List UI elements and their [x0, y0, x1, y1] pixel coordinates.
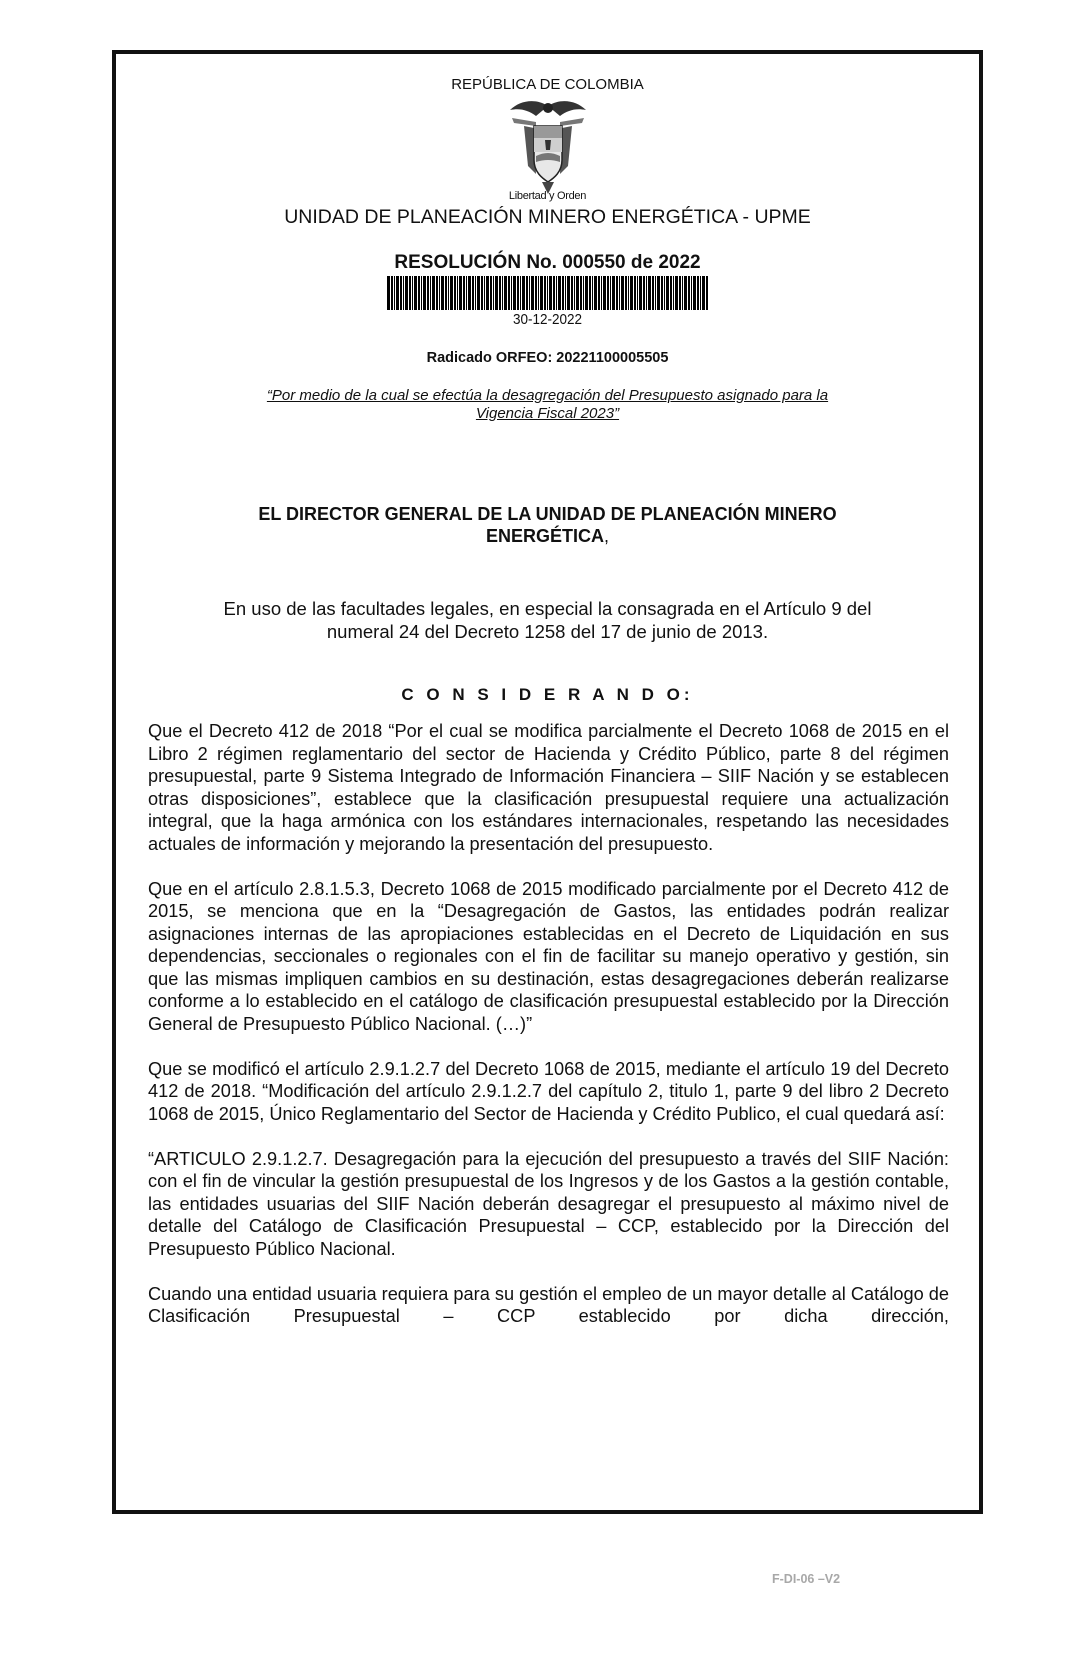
barcode-bar	[657, 276, 660, 310]
barcode	[387, 276, 709, 310]
barcode-bar	[679, 276, 681, 310]
entity-name: UNIDAD DE PLANEACIÓN MINERO ENERGÉTICA - UPME	[284, 206, 811, 228]
barcode-bar	[477, 276, 480, 310]
barcode-bar	[441, 276, 444, 310]
subject-line-1: “Por medio de la cual se efectúa la desagregación del Presupuesto asignado para la	[266, 387, 829, 404]
barcode-bar	[558, 276, 561, 310]
barcode-bar	[598, 276, 600, 310]
barcode-bar	[445, 276, 447, 310]
barcode-bar	[628, 276, 629, 310]
barcode-bar	[517, 276, 519, 310]
barcode-bar	[412, 276, 413, 310]
barcode-bar	[529, 276, 530, 310]
barcode-bar	[648, 276, 651, 310]
barcode-bar	[463, 276, 465, 310]
barcode-bar	[457, 276, 458, 310]
barcode-bar	[639, 276, 642, 310]
barcode-bar	[574, 276, 575, 310]
barcode-date: 30-12-2022	[512, 311, 583, 328]
barcode-bar	[700, 276, 701, 310]
barcode-bar	[643, 276, 645, 310]
barcode-bar	[544, 276, 546, 310]
barcode-bar	[508, 276, 510, 310]
barcode-bar	[502, 276, 503, 310]
barcode-bar	[652, 276, 654, 310]
barcode-bar	[625, 276, 627, 310]
barcode-bar	[423, 276, 426, 310]
resolution-title: RESOLUCIÓN No. 000550 de 2022	[394, 252, 701, 273]
barcode-bar	[484, 276, 485, 310]
coat-of-arms-icon	[506, 96, 590, 200]
paragraph: Que se modificó el artículo 2.9.1.2.7 del Decreto 1068 de 2015, mediante el artículo 19 del Decreto 412 de 2018. “Modificación del artículo 2.9.1.2.7 del capítulo 2, titulo 1, parte 9 del libro 2 Decreto 1068 de 2015, Único Reglamentario del Sector de Hacienda y Crédito Publico, el cual quedará así:	[148, 1058, 949, 1124]
barcode-bar	[409, 276, 411, 310]
barcode-bar	[387, 276, 390, 310]
barcode-bar	[607, 276, 609, 310]
director-line-2: ENERGÉTICA	[485, 526, 604, 546]
director-line-1: EL DIRECTOR GENERAL DE LA UNIDAD DE PLANEACIÓN MINERO	[258, 504, 837, 524]
barcode-bar	[616, 276, 618, 310]
barcode-bar	[621, 276, 624, 310]
barcode-bar	[468, 276, 471, 310]
barcode-bar	[405, 276, 408, 310]
barcode-bar	[394, 276, 395, 310]
barcode-bar	[691, 276, 692, 310]
barcode-bar	[549, 276, 552, 310]
barcode-bar	[553, 276, 555, 310]
barcode-bar	[610, 276, 611, 310]
barcode-bar	[522, 276, 525, 310]
barcode-bar	[603, 276, 606, 310]
barcode-bar	[472, 276, 474, 310]
barcode-bar	[427, 276, 429, 310]
barcode-bar	[454, 276, 456, 310]
barcode-bar	[495, 276, 498, 310]
barcode-bar	[664, 276, 665, 310]
form-code: F-DI-06 –V2	[772, 1572, 841, 1586]
director-heading	[176, 503, 919, 547]
barcode-bar	[504, 276, 507, 310]
legal-powers-line-1: En uso de las facultades legales, en especial la consagrada en el Artículo 9 del	[223, 598, 872, 619]
barcode-bar	[630, 276, 633, 310]
barcode-bar	[430, 276, 431, 310]
barcode-bar	[538, 276, 539, 310]
barcode-bar	[661, 276, 663, 310]
motto: Libertad y Orden	[508, 190, 587, 202]
barcode-bar	[673, 276, 674, 310]
barcode-bar	[585, 276, 588, 310]
barcode-bar	[619, 276, 620, 310]
barcode-bar	[675, 276, 678, 310]
resolution-subject	[206, 387, 889, 423]
barcode-bar	[592, 276, 593, 310]
barcode-bar	[432, 276, 435, 310]
barcode-bar	[459, 276, 462, 310]
barcode-bar	[580, 276, 582, 310]
paragraph: Que en el artículo 2.8.1.5.3, Decreto 1068 de 2015 modificado parcialmente por el Decreto 412 de 2015, se menciona que en la “Desagregación de Gastos, las entidades podrán realizar asignaciones internas de las apropiaciones establecidas en el Decreto de Liquidación en sus dependencias, seccionales o regionales con el fin de facilitar su manejo operativo y gestión, sin que las mismas impliquen cambios en su destinación, estas desagregaciones deberán realizarse conforme a lo establecido en el catálogo de clasificación presupuestal establecido por la Dirección General de Presupuesto Público Nacional. (…)”	[148, 878, 949, 1034]
barcode-bar	[646, 276, 647, 310]
barcode-bar	[637, 276, 638, 310]
barcode-bar	[684, 276, 687, 310]
barcode-bar	[589, 276, 591, 310]
barcode-bar	[466, 276, 467, 310]
barcode-bar	[706, 276, 708, 310]
barcode-bar	[396, 276, 399, 310]
barcode-bar	[526, 276, 528, 310]
barcode-bar	[486, 276, 489, 310]
legal-powers	[166, 597, 929, 643]
barcode-bar	[556, 276, 557, 310]
body-text	[148, 720, 949, 1350]
barcode-bar	[493, 276, 494, 310]
barcode-bar	[499, 276, 501, 310]
paragraph: “ARTICULO 2.9.1.2.7. Desagregación para la ejecución del presupuesto a través del SIIF Nación: con el fin de vincular la gestión presupuestal de los Ingresos y de los Gastos a la gestión contable, las entidades usuarias del SIIF Nación deberán desagregar el presupuesto al máximo nivel de detalle del Catálogo de Clasificación Presupuestal – CCP, establecido por la Dirección del Presupuesto Público Nacional.	[148, 1148, 949, 1259]
barcode-bar	[535, 276, 537, 310]
barcode-bar	[702, 276, 705, 310]
barcode-bar	[421, 276, 422, 310]
subject-line-2: Vigencia Fiscal 2023”	[475, 405, 620, 422]
barcode-bar	[448, 276, 449, 310]
barcode-bar	[666, 276, 669, 310]
barcode-bar	[594, 276, 597, 310]
barcode-bar	[693, 276, 696, 310]
considerando-heading: C O N S I D E R A N D O:	[401, 685, 694, 704]
barcode-bar	[481, 276, 483, 310]
country-heading: REPÚBLICA DE COLOMBIA	[451, 76, 644, 93]
barcode-bar	[688, 276, 690, 310]
barcode-bar	[391, 276, 393, 310]
barcode-bar	[655, 276, 656, 310]
barcode-bar	[513, 276, 516, 310]
barcode-bar	[400, 276, 402, 310]
barcode-bar	[634, 276, 636, 310]
barcode-bar	[520, 276, 521, 310]
barcode-bar	[475, 276, 476, 310]
barcode-bar	[562, 276, 564, 310]
document-frame	[112, 50, 983, 1514]
paragraph: Que el Decreto 412 de 2018 “Por el cual se modifica parcialmente el Decreto 1068 de 2015 en el Libro 2 régimen reglamentario del sector de Hacienda y Crédito Público, parte 8 del régimen presupuestal, parte 9 Sistema Integrado de Información Financiera – SIIF Nación y se establecen otras disposiciones”, establece que la clasificación presupuestal requiere una actualización integral, que la haga armónica con los estándares internacionales, respetando las necesidades actuales de información y mejorando la presentación del presupuesto.	[148, 721, 949, 854]
barcode-bar	[571, 276, 573, 310]
barcode-bar	[403, 276, 404, 310]
paragraph: Cuando una entidad usuaria requiera para su gestión el empleo de un mayor detalle al Catálogo de Clasificación Presupuestal – CCP establecido por dicha dirección,	[148, 1283, 949, 1326]
barcode-bar	[670, 276, 672, 310]
barcode-bar	[490, 276, 492, 310]
barcode-bar	[547, 276, 548, 310]
barcode-bar	[565, 276, 566, 310]
barcode-bar	[612, 276, 615, 310]
barcode-bar	[567, 276, 570, 310]
radicado-number: Radicado ORFEO: 20221100005505	[426, 350, 669, 366]
barcode-bar	[436, 276, 438, 310]
barcode-bar	[540, 276, 543, 310]
barcode-bar	[418, 276, 420, 310]
barcode-bar	[697, 276, 699, 310]
barcode-bar	[439, 276, 440, 310]
barcode-bar	[576, 276, 579, 310]
barcode-bar	[583, 276, 584, 310]
barcode-bar	[414, 276, 417, 310]
barcode-bar	[682, 276, 683, 310]
barcode-bar	[450, 276, 453, 310]
legal-powers-line-2: numeral 24 del Decreto 1258 del 17 de junio de 2013.	[326, 621, 769, 642]
barcode-bar	[531, 276, 534, 310]
director-comma: ,	[604, 526, 610, 546]
barcode-bar	[601, 276, 602, 310]
barcode-bar	[511, 276, 512, 310]
